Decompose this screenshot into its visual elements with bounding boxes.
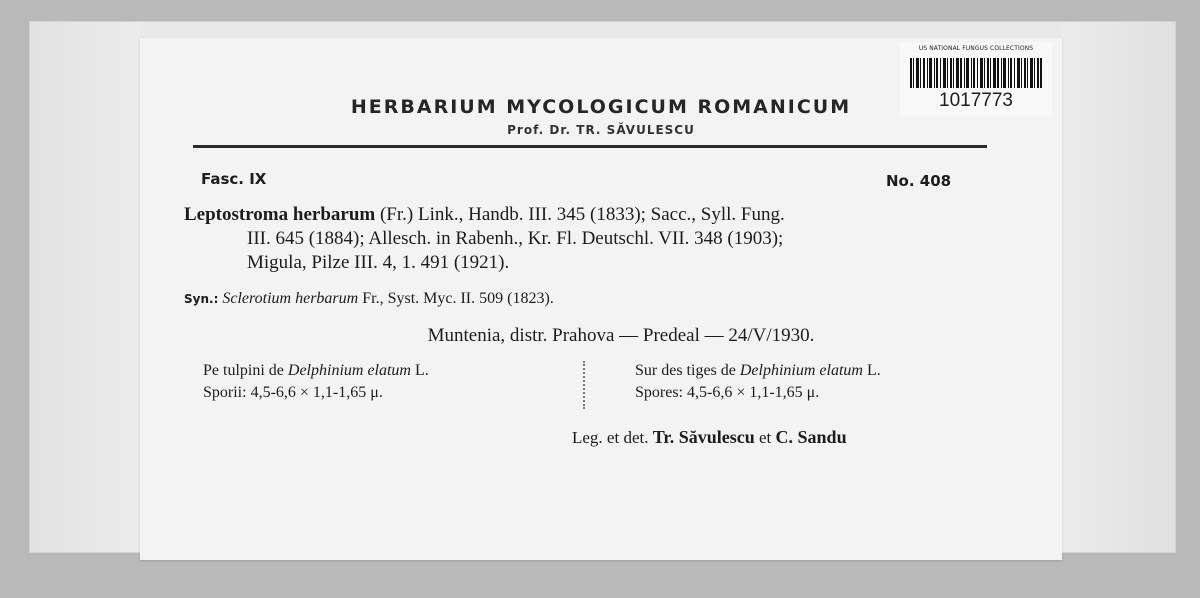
host-french-name: Delphinium elatum bbox=[739, 362, 863, 379]
citation-line1: (Fr.) Link., Handb. III. 345 (1833); Sacc., Syll. Fung. bbox=[375, 204, 785, 225]
host-french-prefix: Sur des tiges de bbox=[635, 362, 740, 379]
host-french bbox=[635, 360, 881, 404]
envelope-flap-left bbox=[30, 22, 140, 552]
barcode-icon bbox=[910, 58, 1042, 88]
host-romanian-suffix: L. bbox=[410, 362, 429, 379]
fascicle-number: Fasc. IX bbox=[201, 170, 267, 188]
envelope-flap-right bbox=[1062, 22, 1175, 552]
host-french-line bbox=[635, 360, 881, 382]
citation-line2: III. 645 (1884); Allesch. in Rabenh., Kr. Fl. Deutschl. VII. 348 (1903); bbox=[247, 228, 784, 249]
host-french-suffix: L. bbox=[862, 362, 881, 379]
spores-romanian: Sporii: 4,5-6,6 × 1,1-1,65 μ. bbox=[203, 384, 383, 401]
collectors bbox=[572, 427, 847, 448]
herbarium-subtitle: Prof. Dr. TR. SĂVULESCU bbox=[507, 123, 695, 137]
synonym bbox=[184, 290, 554, 308]
synonym-name: Sclerotium herbarum bbox=[222, 290, 359, 307]
barcode-caption: US NATIONAL FUNGUS COLLECTIONS bbox=[918, 45, 1034, 52]
herbarium-title: HERBARIUM MYCOLOGICUM ROMANICUM bbox=[350, 96, 852, 118]
specimen-number: No. 408 bbox=[886, 172, 952, 190]
collectors-prefix: Leg. et det. bbox=[572, 428, 653, 447]
host-romanian-name: Delphinium elatum bbox=[287, 362, 411, 379]
barcode-label bbox=[900, 42, 1052, 116]
header-rule bbox=[193, 145, 987, 148]
barcode-number: 1017773 bbox=[939, 90, 1013, 111]
host-romanian-line bbox=[203, 360, 429, 382]
synonym-reference: Fr., Syst. Myc. II. 509 (1823). bbox=[358, 290, 554, 307]
locality: Muntenia, distr. Prahova — Predeal — 24/V/1930. bbox=[427, 325, 815, 346]
citation-line3: Migula, Pilze III. 4, 1. 491 (1921). bbox=[247, 252, 510, 273]
column-divider bbox=[583, 361, 585, 409]
spores-french: Spores: 4,5-6,6 × 1,1-1,65 μ. bbox=[635, 384, 820, 401]
collector-2: C. Sandu bbox=[775, 427, 847, 447]
host-romanian bbox=[203, 360, 429, 404]
herbarium-label bbox=[140, 38, 1062, 560]
species-citation bbox=[184, 203, 1004, 275]
species-name: Leptostroma herbarum bbox=[184, 204, 376, 225]
collector-1: Tr. Săvulescu bbox=[652, 427, 755, 447]
synonym-label: Syn.: bbox=[184, 292, 219, 306]
host-romanian-prefix: Pe tulpini de bbox=[203, 362, 288, 379]
collectors-joiner: et bbox=[754, 428, 776, 447]
